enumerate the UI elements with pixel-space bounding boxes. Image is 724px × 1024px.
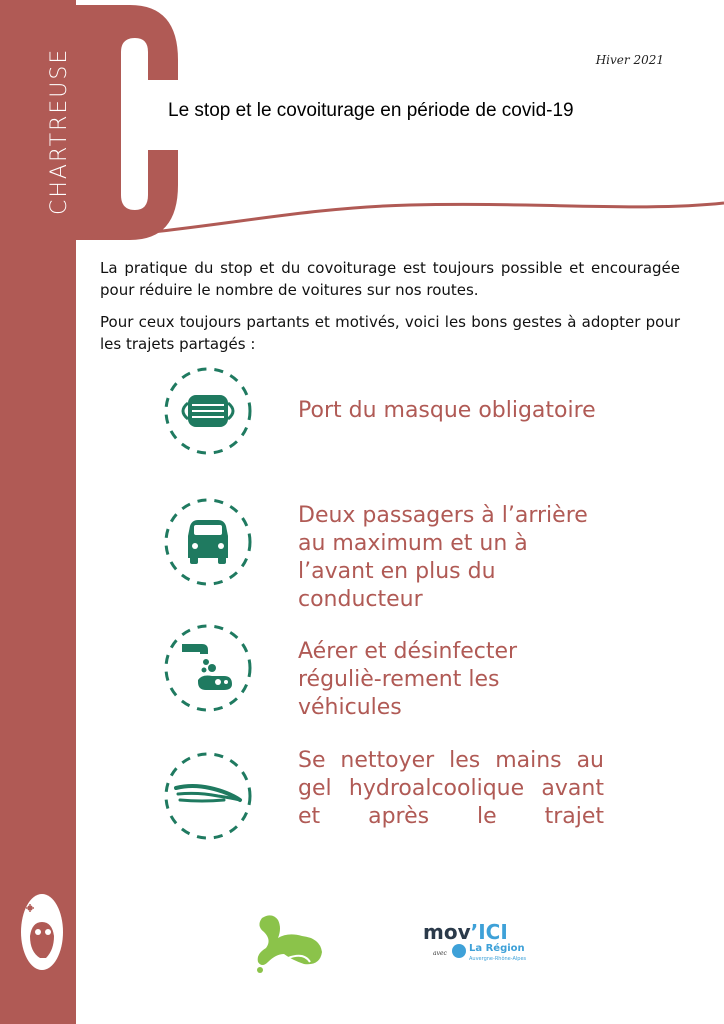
season-date: Hiver 2021 xyxy=(595,53,664,67)
region-badge-icon xyxy=(452,944,466,958)
brand-label: CHARTREUSE xyxy=(47,47,72,215)
movici-wordmark: mov’ICI xyxy=(423,920,508,944)
mask-icon xyxy=(162,365,254,457)
movici-logo xyxy=(423,920,533,964)
gesture-text: Port du masque obligatoire xyxy=(298,398,596,423)
owl-logo-icon xyxy=(18,892,66,972)
movici-avec: avec xyxy=(433,950,447,957)
region-subtitle: Auvergne-Rhône-Alpes xyxy=(469,956,527,962)
gesture-text: Deux passagers à l’arrière au maximum et un à l’avant en plus du conducteur xyxy=(298,503,588,612)
disinfect-icon xyxy=(162,622,254,714)
hand-gel-icon xyxy=(162,750,254,842)
intro-paragraph-1: La pratique du stop et du covoiturage est toujours possible et encouragée pour réduire le nombre de voitures sur nos routes. xyxy=(100,259,680,299)
intro-paragraph-2: Pour ceux toujours partants et motivés, voici les bons gestes à adopter pour les trajets partagés : xyxy=(100,313,680,353)
page-title: Le stop et le covoiturage en période de covid-19 xyxy=(168,100,574,121)
gesture-text: Se nettoyer les mains au gel hydroalcoolique avant et après le trajet xyxy=(298,748,604,829)
car-icon xyxy=(162,496,254,588)
region-name: La Région xyxy=(469,943,525,954)
park-logo-icon xyxy=(248,910,328,978)
header-decoration xyxy=(0,0,724,245)
big-c-letter xyxy=(76,5,178,240)
gesture-text: Aérer et désinfecter réguliè-rement les véhicules xyxy=(298,639,518,720)
